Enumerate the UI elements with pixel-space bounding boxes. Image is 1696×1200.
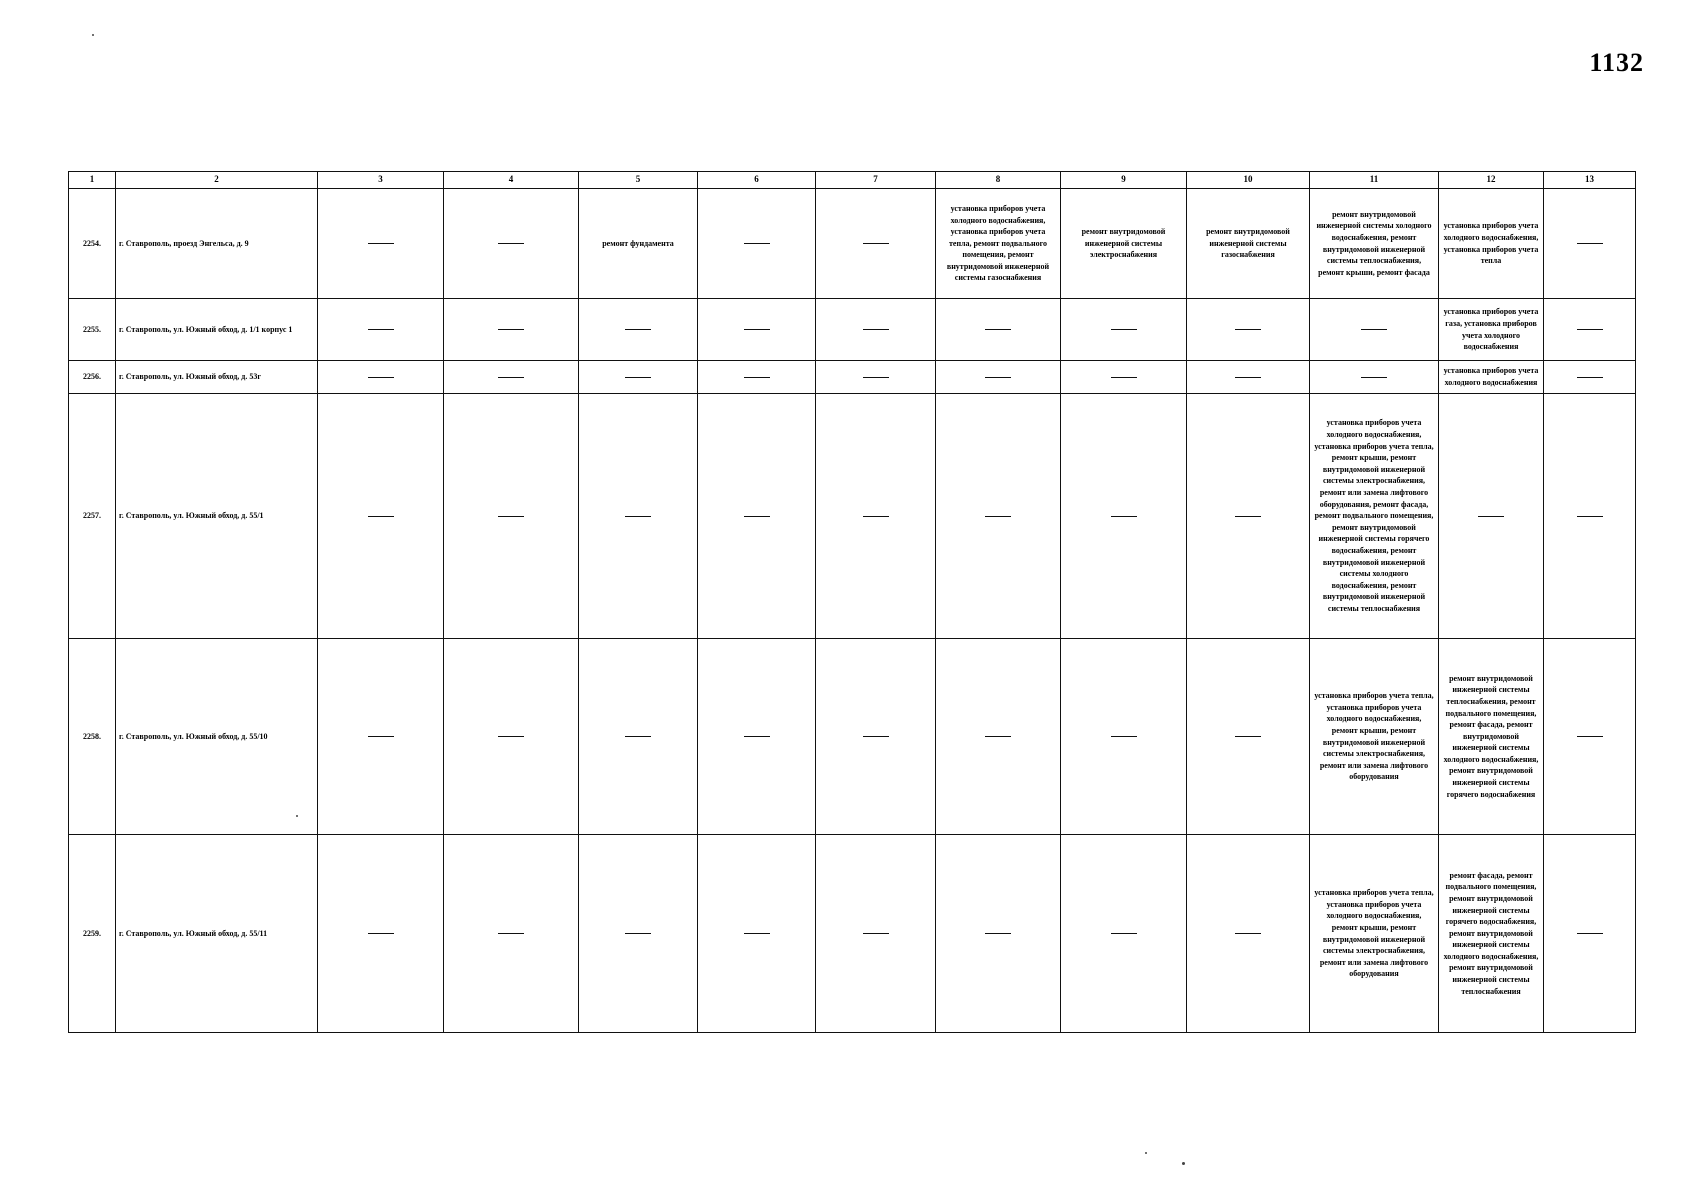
column-header: 13 — [1544, 172, 1636, 189]
column-header: 8 — [936, 172, 1061, 189]
empty-work-cell — [1187, 361, 1310, 394]
empty-work-cell — [1061, 835, 1187, 1033]
empty-work-cell — [1187, 394, 1310, 639]
empty-work-cell — [936, 299, 1061, 361]
column-header: 1 — [69, 172, 116, 189]
empty-work-cell — [444, 639, 579, 835]
dash-mark — [498, 516, 524, 517]
column-header: 11 — [1310, 172, 1439, 189]
work-type-cell: установка приборов учета тепла, установка приборов учета холодного водоснабжения, ремонт крыши, ремонт внутридомовой инженерной системы электроснабжения, ремонт или замена лифтового оборудования — [1310, 835, 1439, 1033]
dash-mark — [744, 736, 770, 737]
dash-mark — [498, 243, 524, 244]
dash-mark — [744, 243, 770, 244]
dash-mark — [1577, 243, 1603, 244]
empty-work-cell — [318, 299, 444, 361]
work-type-cell: установка приборов учета холодного водоснабжения, установка приборов учета тепла, ремонт крыши, ремонт внутридомовой инженерной системы электроснабжения, ремонт или замена лифтового оборудования, ремонт фасада, ремонт подвального помещения, ремонт внутридомовой инженерной системы горячего водоснабжения, ремонт внутридомовой инженерной системы холодного водоснабжения, ремонт внутридомовой инженерной системы теплоснабжения — [1310, 394, 1439, 639]
dash-mark — [744, 377, 770, 378]
table-row — [69, 361, 1636, 394]
empty-work-cell — [816, 639, 936, 835]
empty-work-cell — [579, 835, 698, 1033]
work-type-cell: установка приборов учета холодного водоснабжения, установка приборов учета тепла — [1439, 189, 1544, 299]
empty-work-cell — [1544, 835, 1636, 1033]
address-cell: г. Ставрополь, ул. Южный обход, д. 1/1 корпус 1 — [116, 299, 318, 361]
dash-mark — [985, 516, 1011, 517]
page-number: 1132 — [1589, 48, 1644, 77]
empty-work-cell — [1544, 361, 1636, 394]
empty-work-cell — [698, 189, 816, 299]
work-type-cell: установка приборов учета холодного водоснабжения, установка приборов учета тепла, ремонт подвального помещения, ремонт внутридомовой инженерной системы газоснабжения — [936, 189, 1061, 299]
address-cell: г. Ставрополь, ул. Южный обход, д. 55/10 — [116, 639, 318, 835]
work-type-cell: ремонт внутридомовой инженерной системы холодного водоснабжения, ремонт внутридомовой инженерной системы теплоснабжения, ремонт крыши, ремонт фасада — [1310, 189, 1439, 299]
empty-work-cell — [1061, 394, 1187, 639]
table-row — [69, 394, 1636, 639]
dash-mark — [1235, 933, 1261, 934]
dash-mark — [1235, 329, 1261, 330]
dash-mark — [368, 329, 394, 330]
column-header: 12 — [1439, 172, 1544, 189]
row-number-cell: 2258. — [69, 639, 116, 835]
empty-work-cell — [1061, 299, 1187, 361]
empty-work-cell — [816, 394, 936, 639]
dash-mark — [1111, 516, 1137, 517]
address-cell: г. Ставрополь, ул. Южный обход, д. 55/11 — [116, 835, 318, 1033]
empty-work-cell — [936, 639, 1061, 835]
empty-work-cell — [936, 394, 1061, 639]
dash-mark — [1577, 377, 1603, 378]
row-number-cell: 2254. — [69, 189, 116, 299]
dash-mark — [498, 933, 524, 934]
column-number-row — [69, 172, 1636, 189]
row-number-cell: 2256. — [69, 361, 116, 394]
dash-mark — [625, 377, 651, 378]
work-type-cell: ремонт внутридомовой инженерной системы электроснабжения — [1061, 189, 1187, 299]
dash-mark — [625, 736, 651, 737]
work-type-cell: ремонт внутридомовой инженерной системы газоснабжения — [1187, 189, 1310, 299]
dash-mark — [744, 516, 770, 517]
column-header: 7 — [816, 172, 936, 189]
empty-work-cell — [936, 361, 1061, 394]
empty-work-cell — [1544, 639, 1636, 835]
empty-work-cell — [698, 639, 816, 835]
empty-work-cell — [816, 299, 936, 361]
work-type-cell: ремонт фундамента — [579, 189, 698, 299]
repair-registry-table — [68, 171, 1636, 1033]
dash-mark — [498, 736, 524, 737]
dash-mark — [863, 933, 889, 934]
dash-mark — [863, 329, 889, 330]
dash-mark — [498, 329, 524, 330]
dash-mark — [1111, 736, 1137, 737]
table-row — [69, 299, 1636, 361]
empty-work-cell — [318, 189, 444, 299]
dash-mark — [863, 377, 889, 378]
row-number-cell: 2259. — [69, 835, 116, 1033]
dash-mark — [368, 516, 394, 517]
empty-work-cell — [318, 639, 444, 835]
dash-mark — [1577, 329, 1603, 330]
empty-work-cell — [444, 361, 579, 394]
column-header: 5 — [579, 172, 698, 189]
dash-mark — [1111, 933, 1137, 934]
empty-work-cell — [1439, 394, 1544, 639]
empty-work-cell — [318, 835, 444, 1033]
empty-work-cell — [444, 394, 579, 639]
dash-mark — [1577, 736, 1603, 737]
dash-mark — [985, 736, 1011, 737]
dash-mark — [1577, 933, 1603, 934]
column-header: 6 — [698, 172, 816, 189]
dash-mark — [368, 377, 394, 378]
dash-mark — [1111, 329, 1137, 330]
empty-work-cell — [1187, 639, 1310, 835]
empty-work-cell — [698, 835, 816, 1033]
dash-mark — [985, 377, 1011, 378]
column-header: 2 — [116, 172, 318, 189]
empty-work-cell — [698, 394, 816, 639]
empty-work-cell — [698, 361, 816, 394]
address-cell: г. Ставрополь, проезд Энгельса, д. 9 — [116, 189, 318, 299]
empty-work-cell — [1544, 394, 1636, 639]
empty-work-cell — [1544, 189, 1636, 299]
empty-work-cell — [444, 189, 579, 299]
work-type-cell: ремонт внутридомовой инженерной системы теплоснабжения, ремонт подвального помещения, ремонт фасада, ремонт внутридомовой инженерной системы холодного водоснабжения, ремонт внутридомовой инженерной системы горячего водоснабжения — [1439, 639, 1544, 835]
dash-mark — [1361, 329, 1387, 330]
dash-mark — [498, 377, 524, 378]
dash-mark — [1235, 516, 1261, 517]
dash-mark — [1478, 516, 1504, 517]
work-type-cell: установка приборов учета холодного водоснабжения — [1439, 361, 1544, 394]
dash-mark — [863, 736, 889, 737]
work-type-cell: установка приборов учета тепла, установка приборов учета холодного водоснабжения, ремонт крыши, ремонт внутридомовой инженерной системы электроснабжения, ремонт или замена лифтового оборудования — [1310, 639, 1439, 835]
empty-work-cell — [1061, 361, 1187, 394]
empty-work-cell — [579, 299, 698, 361]
empty-work-cell — [444, 835, 579, 1033]
dash-mark — [744, 933, 770, 934]
empty-work-cell — [1310, 299, 1439, 361]
address-cell: г. Ставрополь, ул. Южный обход, д. 55/1 — [116, 394, 318, 639]
dash-mark — [863, 243, 889, 244]
work-type-cell: установка приборов учета газа, установка приборов учета холодного водоснабжения — [1439, 299, 1544, 361]
empty-work-cell — [698, 299, 816, 361]
empty-work-cell — [816, 189, 936, 299]
table-row — [69, 639, 1636, 835]
dash-mark — [1111, 377, 1137, 378]
dash-mark — [1577, 516, 1603, 517]
table-body — [69, 189, 1636, 1033]
empty-work-cell — [936, 835, 1061, 1033]
dash-mark — [985, 329, 1011, 330]
empty-work-cell — [1187, 835, 1310, 1033]
dash-mark — [625, 516, 651, 517]
table-row — [69, 189, 1636, 299]
column-header: 10 — [1187, 172, 1310, 189]
empty-work-cell — [579, 394, 698, 639]
row-number-cell: 2257. — [69, 394, 116, 639]
column-header: 9 — [1061, 172, 1187, 189]
empty-work-cell — [1187, 299, 1310, 361]
work-type-cell: ремонт фасада, ремонт подвального помещения, ремонт внутридомовой инженерной системы горячего водоснабжения, ремонт внутридомовой инженерной системы холодного водоснабжения, ремонт внутридомовой инженерной системы теплоснабжения — [1439, 835, 1544, 1033]
empty-work-cell — [318, 394, 444, 639]
column-header: 4 — [444, 172, 579, 189]
dash-mark — [625, 933, 651, 934]
column-header: 3 — [318, 172, 444, 189]
empty-work-cell — [1310, 361, 1439, 394]
empty-work-cell — [1544, 299, 1636, 361]
empty-work-cell — [579, 639, 698, 835]
empty-work-cell — [816, 361, 936, 394]
dash-mark — [368, 933, 394, 934]
empty-work-cell — [318, 361, 444, 394]
dash-mark — [368, 736, 394, 737]
row-number-cell: 2255. — [69, 299, 116, 361]
address-cell: г. Ставрополь, ул. Южный обход, д. 53г — [116, 361, 318, 394]
empty-work-cell — [816, 835, 936, 1033]
dash-mark — [1361, 377, 1387, 378]
dash-mark — [625, 329, 651, 330]
table-row — [69, 835, 1636, 1033]
dash-mark — [1235, 736, 1261, 737]
dash-mark — [985, 933, 1011, 934]
dash-mark — [863, 516, 889, 517]
empty-work-cell — [579, 361, 698, 394]
dash-mark — [1235, 377, 1261, 378]
empty-work-cell — [1061, 639, 1187, 835]
dash-mark — [368, 243, 394, 244]
dash-mark — [744, 329, 770, 330]
empty-work-cell — [444, 299, 579, 361]
